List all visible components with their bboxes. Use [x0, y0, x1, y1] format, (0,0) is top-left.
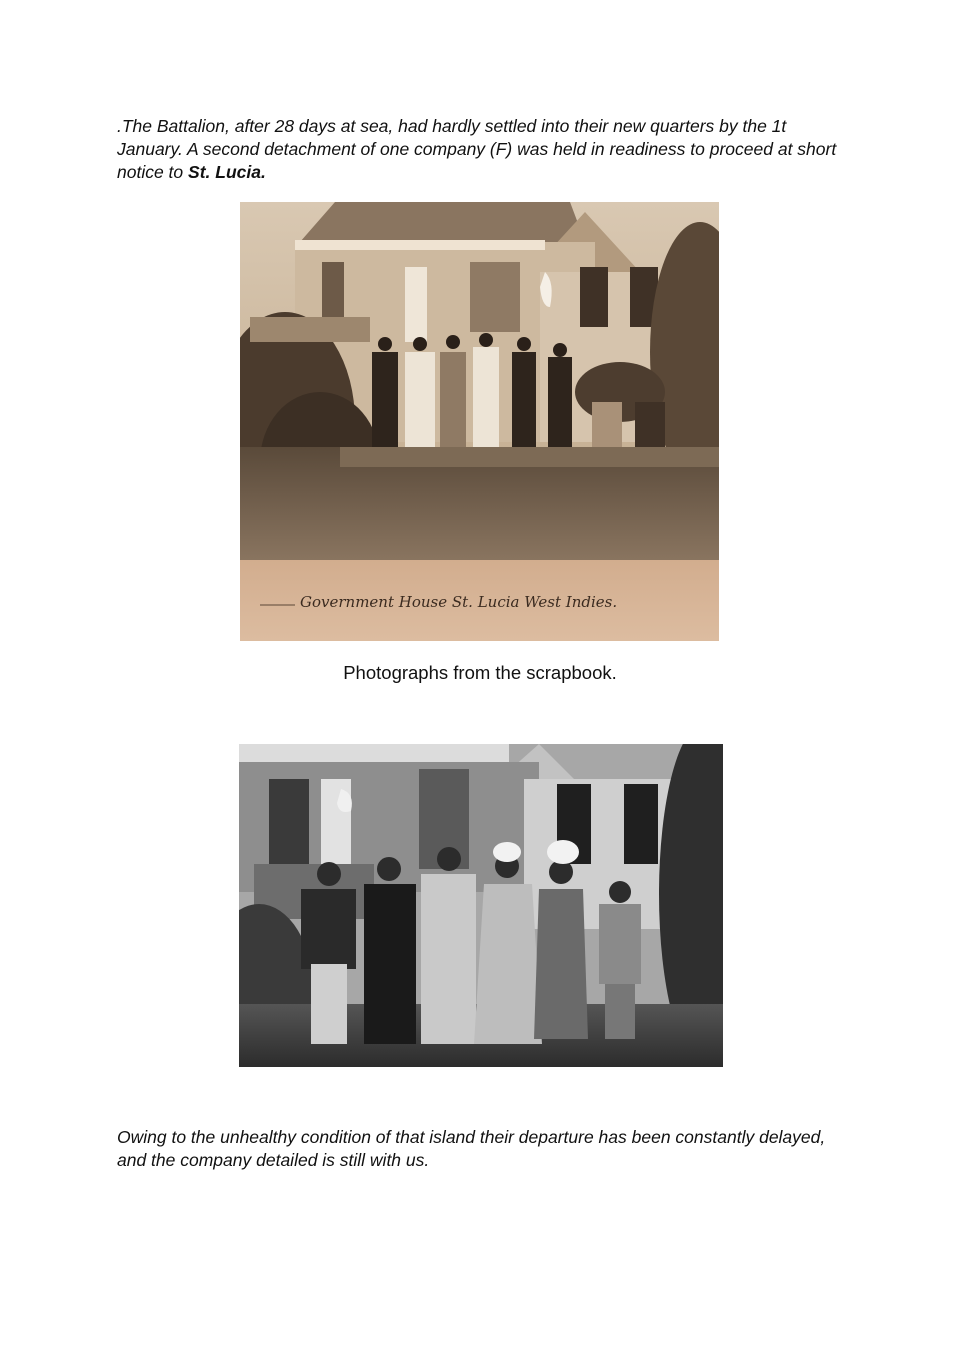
- paragraph-intro: [117, 115, 847, 184]
- photo-group-portrait-image: [239, 744, 723, 1067]
- paragraph-departure: Owing to the unhealthy condition of that island their departure has been constantly delayed, and the company detailed is still with us.: [117, 1127, 826, 1170]
- photo-inscription: Government House St. Lucia West Indies.: [300, 593, 618, 611]
- place-name-bold: St. Lucia.: [188, 162, 266, 182]
- photo-caption: Photographs from the scrapbook.: [343, 662, 617, 683]
- photo-government-house: [240, 202, 719, 641]
- photo-government-house-image: [240, 202, 719, 641]
- photo-group-portrait: [239, 744, 723, 1067]
- paragraph-intro-text: .The Battalion, after 28 days at sea, had hardly settled into their new quarters by the 1t January. A second detachment of one company (F) was held in readiness to proceed at short notice to: [117, 116, 837, 182]
